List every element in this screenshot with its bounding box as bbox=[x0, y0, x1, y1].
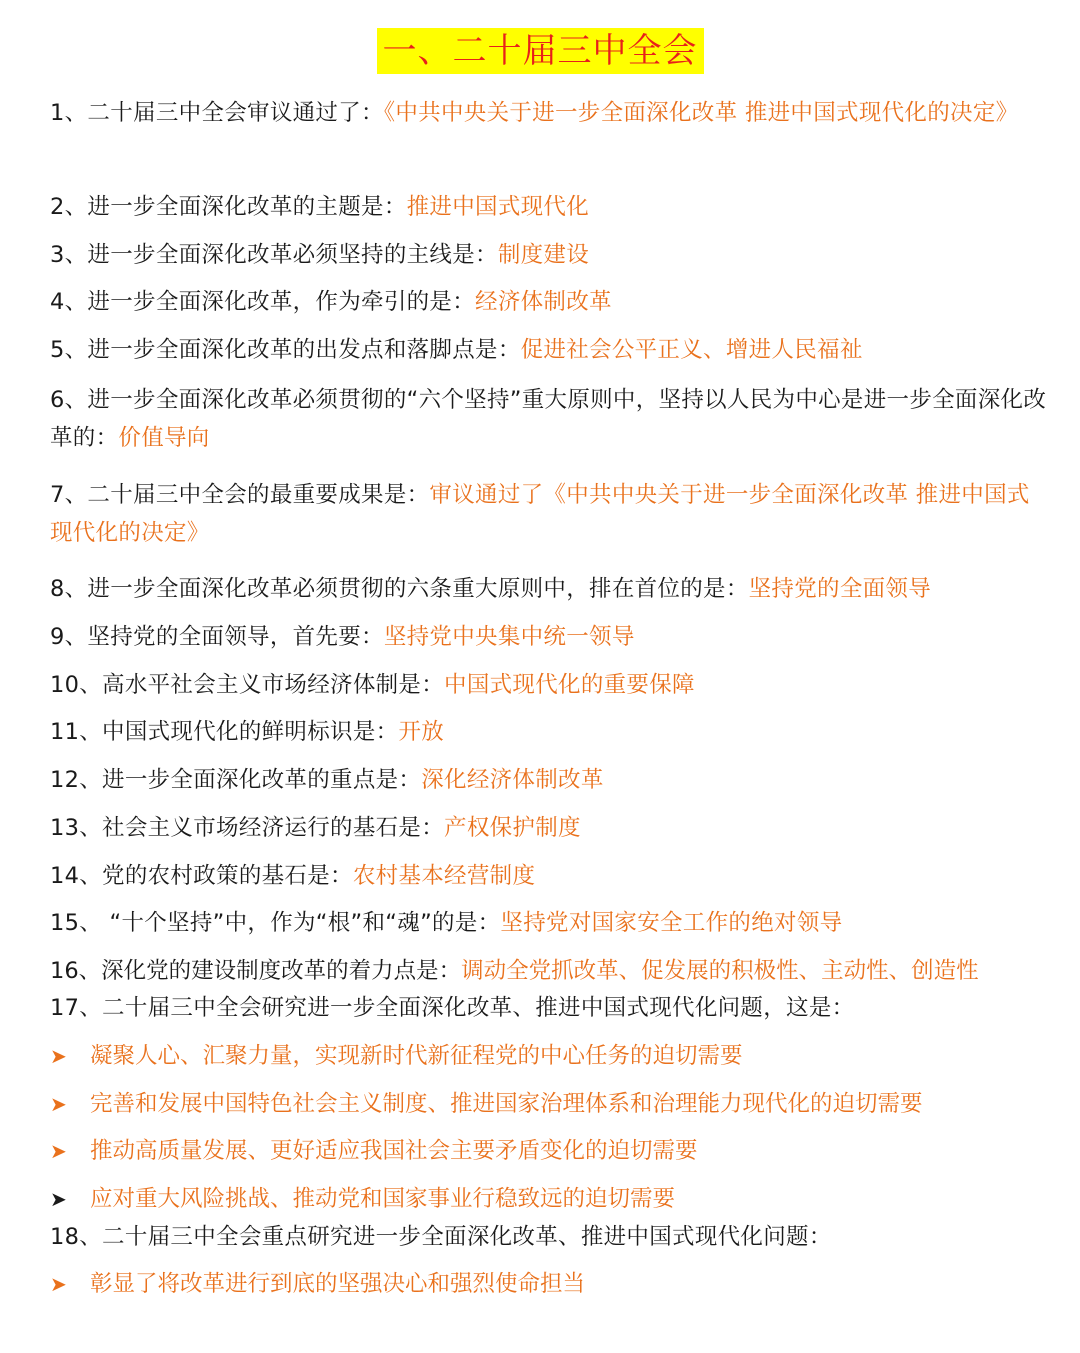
question-text: 5、进一步全面深化改革的出发点和落脚点是： bbox=[50, 337, 521, 363]
list-item-9 bbox=[50, 618, 1050, 656]
question-text: 14、党的农村政策的基石是： bbox=[50, 863, 353, 889]
list-item-1 bbox=[50, 94, 1050, 132]
list-item-3 bbox=[50, 236, 1050, 274]
answer-text: 制度建设 bbox=[497, 242, 590, 268]
bullet-item-17-4 bbox=[50, 1180, 1050, 1218]
bullet-item-18-1 bbox=[50, 1265, 1050, 1303]
arrow-bullet-icon: ➤ bbox=[50, 1139, 67, 1163]
list-item-17 bbox=[50, 989, 1050, 1027]
answer-text: 坚持党的全面领导 bbox=[748, 576, 932, 602]
question-text: 2、进一步全面深化改革的主题是： bbox=[50, 194, 407, 220]
bullet-text: 完善和发展中国特色社会主义制度、推进国家治理体系和治理能力现代化的迫切需要 bbox=[90, 1091, 923, 1117]
bullet-text: 应对重大风险挑战、推动党和国家事业行稳致远的迫切需要 bbox=[90, 1186, 676, 1212]
question-text: 7、二十届三中全会的最重要成果是： bbox=[50, 482, 430, 508]
arrow-bullet-icon: ➤ bbox=[50, 1044, 67, 1068]
answer-text: 《中共中央关于进一步全面深化改革 推进中国式现代化的决定》 bbox=[383, 100, 1019, 126]
list-item-14 bbox=[50, 857, 1050, 895]
title-wrap bbox=[0, 28, 1080, 74]
bullet-text: 彰显了将改革进行到底的坚强决心和强烈使命担当 bbox=[90, 1271, 586, 1297]
list-item-7 bbox=[50, 476, 1050, 552]
question-text: 3、进一步全面深化改革必须坚持的主线是： bbox=[50, 242, 498, 268]
bullet-item-17-3 bbox=[50, 1132, 1050, 1170]
list-item-8 bbox=[50, 570, 1050, 608]
list-item-11 bbox=[50, 713, 1050, 751]
answer-text: 促进社会公平正义、增进人民福祉 bbox=[520, 337, 863, 363]
question-text: 9、坚持党的全面领导，首先要： bbox=[50, 624, 384, 650]
list-item-4 bbox=[50, 283, 1050, 321]
arrow-bullet-icon: ➤ bbox=[50, 1187, 67, 1211]
arrow-bullet-icon: ➤ bbox=[50, 1272, 67, 1296]
bullet-item-17-2 bbox=[50, 1085, 1050, 1123]
question-text: 1、二十届三中全会审议通过了： bbox=[50, 100, 384, 126]
answer-text: 审议通过了《中共中央关于进一步全面深化改革 推进中国式现代化的决定》 bbox=[50, 482, 1030, 546]
question-text: 8、进一步全面深化改革必须贯彻的六条重大原则中，排在首位的是： bbox=[50, 576, 749, 602]
answer-text: 开放 bbox=[398, 719, 445, 745]
answer-text: 深化经济体制改革 bbox=[421, 767, 604, 793]
bullet-item-17-1 bbox=[50, 1037, 1050, 1075]
question-text: 10、高水平社会主义市场经济体制是： bbox=[50, 672, 445, 698]
arrow-bullet-icon: ➤ bbox=[50, 1092, 67, 1116]
list-item-12 bbox=[50, 761, 1050, 799]
list-item-2 bbox=[50, 188, 1050, 226]
answer-text: 调动全党抓改革、促发展的积极性、主动性、创造性 bbox=[461, 958, 979, 984]
answer-text: 坚持党中央集中统一领导 bbox=[383, 624, 635, 650]
answer-text: 经济体制改革 bbox=[475, 289, 612, 315]
page-title: 一、二十届三中全会 bbox=[377, 28, 704, 74]
list-item-6 bbox=[50, 381, 1050, 457]
bullet-text: 推动高质量发展、更好适应我国社会主要矛盾变化的迫切需要 bbox=[90, 1138, 698, 1164]
answer-text: 中国式现代化的重要保障 bbox=[444, 672, 695, 698]
question-text: 11、中国式现代化的鲜明标识是： bbox=[50, 719, 399, 745]
question-text: 13、社会主义市场经济运行的基石是： bbox=[50, 815, 445, 841]
answer-text: 推进中国式现代化 bbox=[406, 194, 590, 220]
question-text: 17、二十届三中全会研究进一步全面深化改革、推进中国式现代化问题，这是： bbox=[50, 995, 855, 1021]
question-text: 12、进一步全面深化改革的重点是： bbox=[50, 767, 422, 793]
answer-text: 价值导向 bbox=[118, 425, 210, 451]
answer-text: 产权保护制度 bbox=[444, 815, 581, 841]
list-item-13 bbox=[50, 809, 1050, 847]
question-text: 6、进一步全面深化改革必须贯彻的“六个坚持”重大原则中，坚持以人民为中心是进一步全面深化改革的： bbox=[50, 387, 1047, 451]
list-item-5 bbox=[50, 331, 1050, 369]
answer-text: 农村基本经营制度 bbox=[352, 863, 536, 889]
list-item-16 bbox=[50, 952, 1050, 990]
question-text: 15、 “十个坚持”中，作为“根”和“魂”的是： bbox=[50, 910, 501, 936]
answer-text: 坚持党对国家安全工作的绝对领导 bbox=[500, 910, 843, 936]
list-item-10 bbox=[50, 666, 1050, 704]
list-item-15 bbox=[50, 904, 1050, 942]
question-text: 18、二十届三中全会重点研究进一步全面深化改革、推进中国式现代化问题： bbox=[50, 1224, 832, 1250]
question-text: 16、深化党的建设制度改革的着力点是： bbox=[50, 958, 462, 984]
bullet-text: 凝聚人心、汇聚力量，实现新时代新征程党的中心任务的迫切需要 bbox=[90, 1043, 743, 1069]
list-item-18 bbox=[50, 1218, 1050, 1256]
question-text: 4、进一步全面深化改革，作为牵引的是： bbox=[50, 289, 476, 315]
